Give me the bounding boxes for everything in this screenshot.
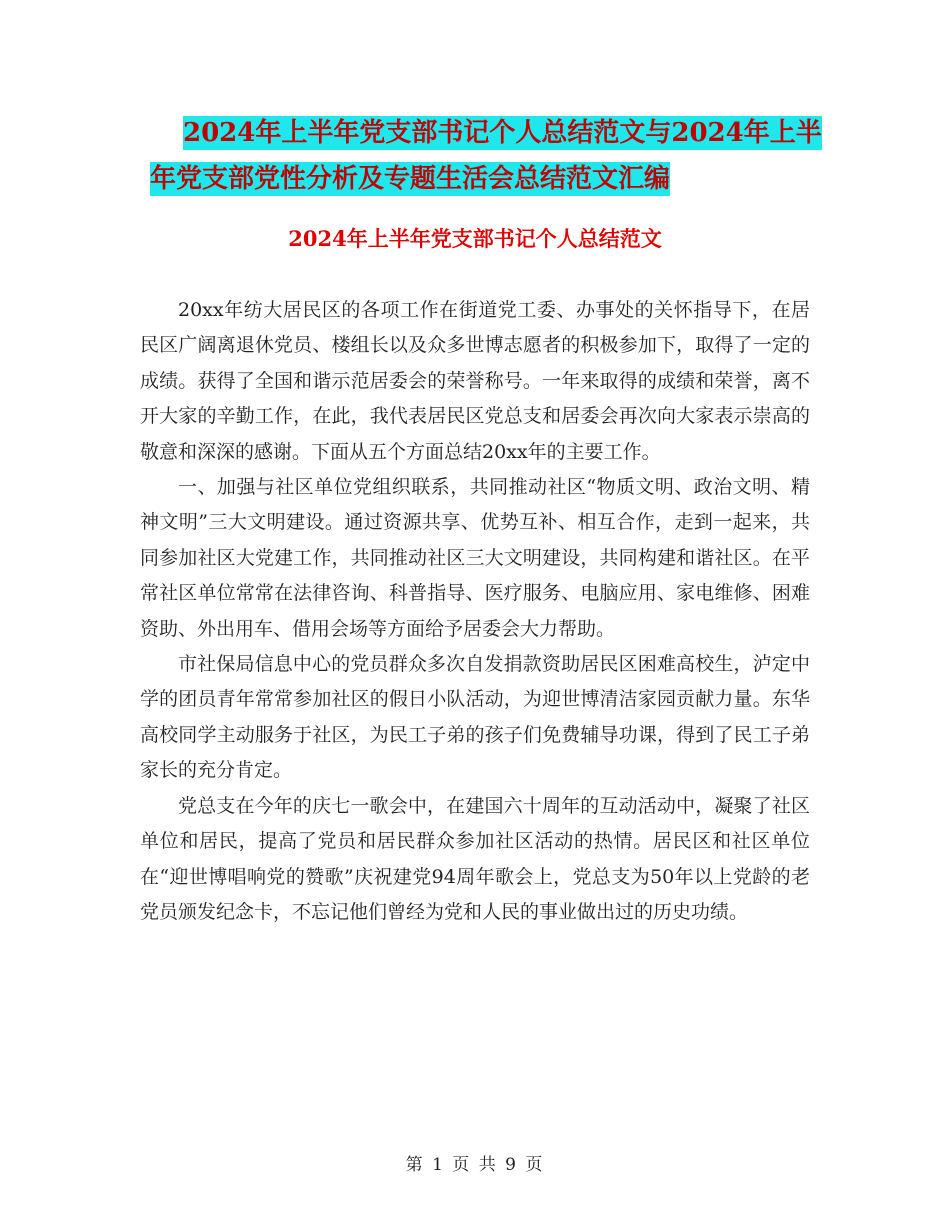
document-body xyxy=(140,293,810,930)
section-title: 2024年上半年党支部书记个人总结范文 xyxy=(288,226,662,251)
paragraph-3: 市社保局信息中心的党员群众多次自发捐款资助居民区困难高校生，泸定中学的团员青年常常参加社区的假日小队活动，为迎世博清洁家园贡献力量。东华高校同学主动服务于社区，为民工子弟的孩子们免费辅导功课，得到了民工子弟家长的充分肯定。 xyxy=(140,653,810,782)
main-title-line-2: 年党支部党性分析及专题生活会总结范文汇编 xyxy=(150,164,671,194)
paragraph-1: 20xx年纺大居民区的各项工作在街道党工委、办事处的关怀指导下，在居民区广阔离退休党员、楼组长以及众多世博志愿者的积极参加下，取得了一定的成绩。获得了全国和谐示范居委会的荣誉称号。一年来取得的成绩和荣誉，离不开大家的辛勤工作，在此，我代表居民区党总支和居委会再次向大家表示崇高的敬意和深深的感谢。下面从五个方面总结20xx年的主要工作。 xyxy=(140,299,810,463)
paragraph-2: 一、加强与社区单位党组织联系，共同推动社区“物质文明、政治文明、精神文明”三大文明建设。通过资源共享、优势互补、相互合作，走到一起来，共同参加社区大党建工作，共同推动社区三大文明建设，共同构建和谐社区。在平常社区单位常常在法律咨询、科普指导、医疗服务、电脑应用、家电维修、困难资助、外出用车、借用会场等方面给予居委会大力帮助。 xyxy=(140,476,810,640)
main-title-line-1: 2024年上半年党支部书记个人总结范文与2024年上半 xyxy=(183,118,822,148)
paragraph-4: 党总支在今年的庆七一歌会中，在建国六十周年的互动活动中，凝聚了社区单位和居民，提高了党员和居民群众参加社区活动的热情。居民区和社区单位在“迎世博唱响党的赞歌”庆祝建党94周年歌会上，党总支为50年以上党龄的老党员颁发纪念卡，不忘记他们曾经为党和人民的事业做出过的历史功绩。 xyxy=(140,794,810,923)
main-title xyxy=(150,110,840,202)
page-footer: 第 1 页 共 9 页 xyxy=(405,1155,545,1175)
